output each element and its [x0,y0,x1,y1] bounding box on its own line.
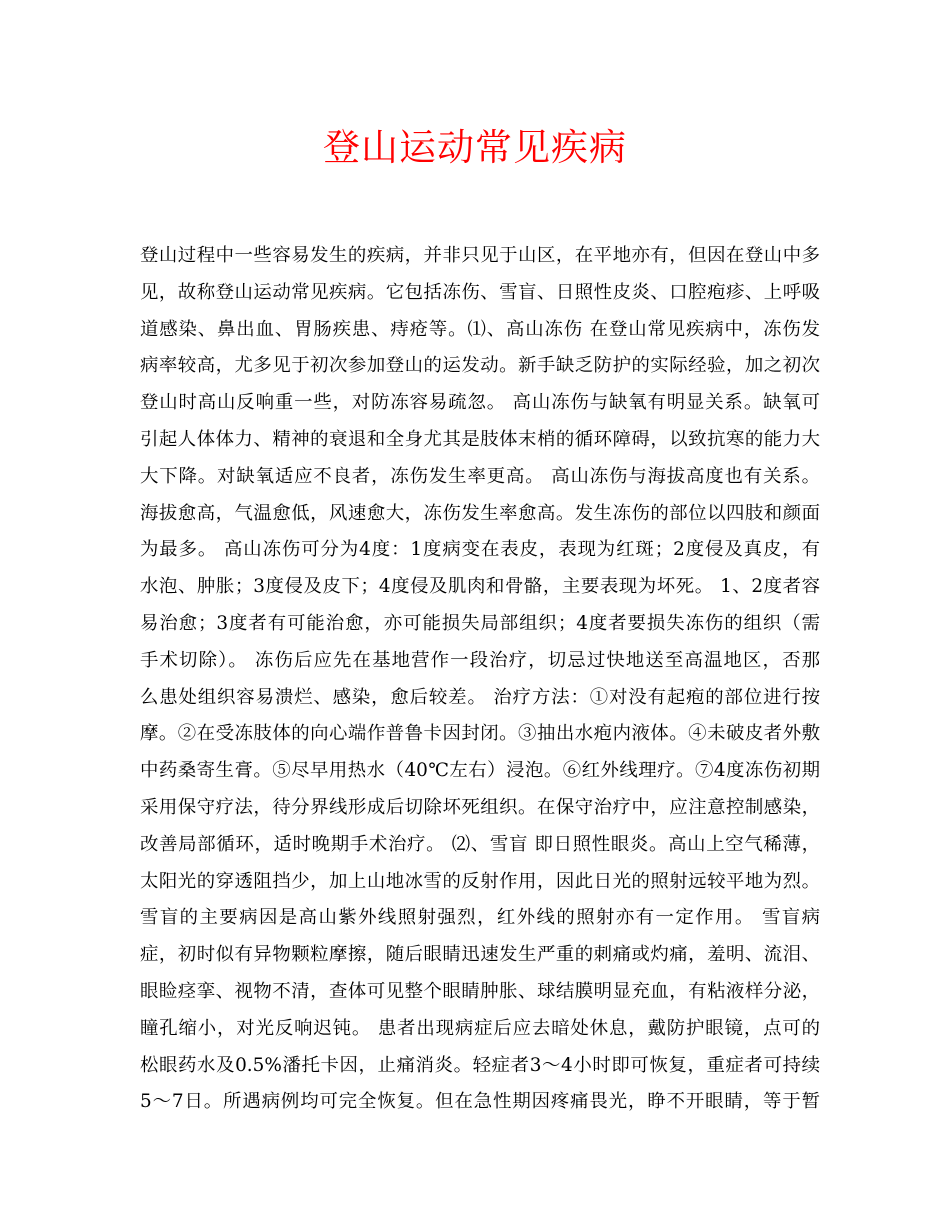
body-line: 采用保守疗法，待分界线形成后切除坏死组织。在保守治疗中，应注意控制感染， [140,796,820,818]
document-title: 登山运动常见疾病 [323,126,627,169]
body-line: 松眼药水及0.5%潘托卡因，止痛消炎。轻症者3～4小时即可恢复，重症者可持续 [140,1054,820,1076]
body-line: 道感染、鼻出血、胃肠疾患、痔疮等。⑴、高山冻伤 在登山常见疾病中，冻伤发 [140,318,820,340]
document-body [140,238,820,1121]
body-line: 登山过程中一些容易发生的疾病，并非只见于山区，在平地亦有，但因在登山中多 [140,245,820,266]
body-line: 中药桑寄生膏。⑤尽早用热水（40℃左右）浸泡。⑥红外线理疗。⑦4度冻伤初期 [140,760,820,782]
body-line: 为最多。 高山冻伤可分为4度：1度病变在表皮，表现为红斑；2度侵及真皮，有 [140,539,820,561]
body-line: 症，初时似有异物颗粒摩擦，随后眼睛迅速发生严重的刺痛或灼痛，羞明、流泪、 [140,944,820,966]
body-line: 手术切除）。 冻伤后应先在基地营作一段治疗，切忌过快地送至高温地区，否那 [140,649,820,671]
body-line: 海拔愈高，气温愈低，风速愈大，冻伤发生率愈高。发生冻伤的部位以四肢和颜面 [140,502,820,524]
body-line: 易治愈；3度者有可能治愈，亦可能损失局部组织；4度者要损失冻伤的组织（需 [140,612,820,634]
body-line: 改善局部循环，适时晚期手术治疗。 ⑵、雪盲 即日照性眼炎。高山上空气稀薄， [140,833,820,855]
body-line: 太阳光的穿透阻挡少，加上山地冰雪的反射作用，因此日光的照射远较平地为烈。 [140,870,820,892]
body-line: 大下降。对缺氧适应不良者，冻伤发生率更高。 高山冻伤与海拔高度也有关系。 [140,465,820,487]
body-line: 见，故称登山运动常见疾病。它包括冻伤、雪盲、日照性皮炎、口腔疱疹、上呼吸 [140,281,820,303]
body-line: 登山时高山反响重一些，对防冻容易疏忽。 高山冻伤与缺氧有明显关系。缺氧可 [140,392,820,414]
body-line: 眼睑痉挛、视物不清，查体可见整个眼睛肿胀、球结膜明显充血，有粘液样分泌， [140,980,820,1002]
body-line: 引起人体体力、精神的衰退和全身尤其是肢体末梢的循环障碍，以致抗寒的能力大 [140,428,820,450]
body-line: 瞳孔缩小，对光反响迟钝。 患者出现病症后应去暗处休息，戴防护眼镜，点可的 [140,1017,820,1039]
body-line: 摩。②在受冻肢体的向心端作普鲁卡因封闭。③抽出水疱内液体。④未破皮者外敷 [140,723,820,745]
body-line: 雪盲的主要病因是高山紫外线照射强烈，红外线的照射亦有一定作用。 雪盲病 [140,907,820,929]
body-line: 病率较高，尤多见于初次参加登山的运发动。新手缺乏防护的实际经验，加之初次 [140,355,820,377]
body-line: 水泡、肿胀；3度侵及皮下；4度侵及肌肉和骨骼，主要表现为坏死。 1、2度者容 [140,576,820,598]
body-line: 么患处组织容易溃烂、感染，愈后较差。 治疗方法：①对没有起疱的部位进行按 [140,686,820,708]
body-line: 5～7日。所遇病例均可完全恢复。但在急性期因疼痛畏光，睁不开眼睛，等于暂 [140,1091,820,1113]
